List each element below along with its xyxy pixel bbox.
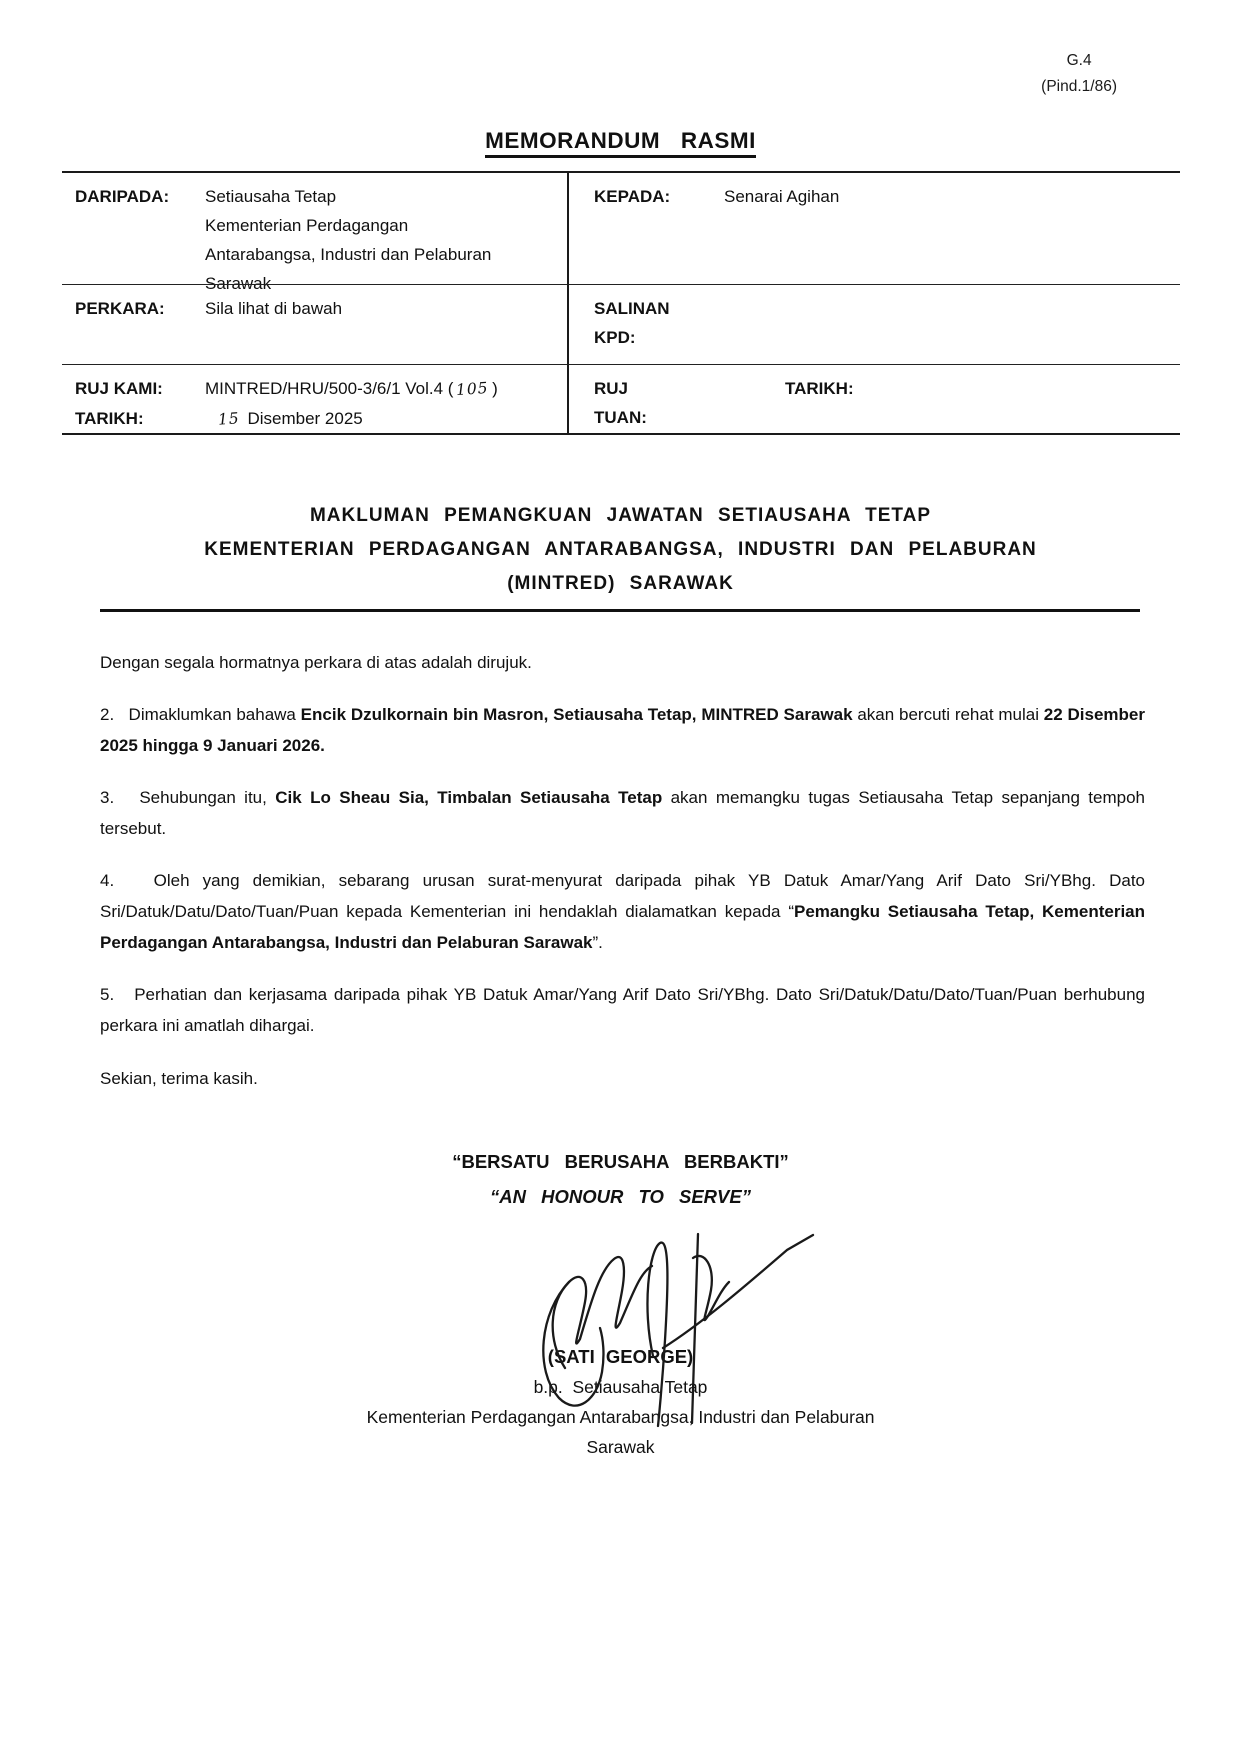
salinan-label-line1: SALINAN [594, 299, 670, 318]
subject-line-2: KEMENTERIAN PERDAGANGAN ANTARABANGSA, INDUSTRI DAN PELABURAN [204, 539, 1037, 560]
paragraph-2: 2. Dimaklumkan bahawa Encik Dzulkornain bin Masron, Setiausaha Tetap, MINTRED Sarawak akan bercuti rehat mulai 22 Disember 2025 hingga 9 Januari 2026. [100, 705, 1145, 755]
subject-line-1: MAKLUMAN PEMANGKUAN JAWATAN SETIAUSAHA TETAP [309, 505, 931, 526]
cell-salinan [567, 284, 1180, 364]
cell-perkara [62, 284, 567, 364]
ruj-tuan-label-line2: TUAN: [594, 408, 647, 427]
tarikh-kanan-label: TARIKH: [785, 379, 854, 398]
daripada-value [205, 182, 559, 298]
ruj-kami-value [205, 374, 559, 404]
daripada-line-4: Sarawak [205, 274, 272, 293]
signature-block [0, 1226, 1241, 1462]
form-code: G.4 [1066, 52, 1092, 69]
memo-header-table [62, 171, 1180, 435]
tarikh-handwritten-day: 15 [217, 409, 241, 429]
cell-ruj-tuan [567, 364, 1180, 433]
signatory-org-line: Kementerian Perdagangan Antarabangsa, Industri dan Pelaburan [366, 1407, 875, 1427]
memo-body [100, 647, 1145, 1094]
daripada-line-1: Setiausaha Tetap [205, 187, 337, 206]
form-code-block [1041, 48, 1117, 100]
ruj-kami-label: RUJ KAMI: [75, 379, 163, 398]
signatory-bp-line: b.p. Setiausaha Tetap [533, 1377, 708, 1397]
daripada-line-2: Kementerian Perdagangan [205, 216, 409, 235]
paragraph-4: 4. Oleh yang demikian, sebarang urusan surat-menyurat daripada pihak YB Datuk Amar/Yang Arif Dato Sri/YBhg. Dato Sri/Datuk/Datu/Dato/Tuan/Puan kepada Kementerian ini hendaklah dialamatkan kepada “Pemangku Setiausaha Tetap, Kementerian Perdagangan Antarabangsa, Industri dan Pelaburan Sarawak”. [100, 871, 1146, 952]
closing-line: Sekian, terima kasih. [100, 1069, 258, 1088]
ruj-tuan-label [594, 374, 785, 432]
tarikh-kiri-month-year: Disember 2025 [247, 409, 363, 428]
kepada-label: KEPADA: [594, 187, 671, 206]
motto-block [0, 1144, 1241, 1214]
signature-space [0, 1226, 1241, 1342]
cell-daripada [62, 173, 567, 293]
subject-underline-rule [100, 609, 1140, 612]
subject-heading [100, 499, 1141, 601]
tarikh-kiri-value [205, 404, 559, 434]
paragraph-3: 3. Sehubungan itu, Cik Lo Sheau Sia, Timbalan Setiausaha Tetap akan memangku tugas Setiausaha Tetap sepanjang tempoh tersebut. [100, 788, 1145, 838]
daripada-label: DARIPADA: [75, 187, 170, 206]
perkara-value: Sila lihat di bawah [205, 299, 343, 318]
signatory-org-line-2: Sarawak [586, 1437, 655, 1457]
kepada-value: Senarai Agihan [724, 187, 840, 206]
ruj-tuan-label-line1: RUJ [594, 379, 629, 398]
ruj-kami-value-suffix: ) [492, 379, 498, 398]
subject-line-3: (MINTRED) SARAWAK [507, 573, 734, 594]
motto-line-2: “AN HONOUR TO SERVE” [490, 1186, 751, 1207]
salinan-label-line2: KPD: [594, 328, 636, 347]
motto-line-1: “BERSATU BERUSAHA BERBAKTI” [452, 1151, 789, 1172]
form-revision: (Pind.1/86) [1041, 78, 1117, 95]
ruj-kami-value-prefix: MINTRED/HRU/500-3/6/1 Vol.4 ( [205, 379, 454, 398]
ruj-kami-handwritten-number: 105 [455, 378, 490, 400]
daripada-line-3: Antarabangsa, Industri dan Pelaburan [205, 245, 492, 264]
signatory-name: (SATI GEORGE) [547, 1346, 694, 1367]
paragraph-1: Dengan segala hormatnya perkara di atas adalah dirujuk. [100, 653, 532, 672]
perkara-label: PERKARA: [75, 299, 165, 318]
tarikh-kiri-label: TARIKH: [75, 409, 144, 428]
cell-kepada [567, 173, 1180, 284]
cell-ruj-kami [62, 364, 567, 433]
page-title-text: MEMORANDUM RASMI [485, 128, 756, 158]
paragraph-5: 5. Perhatian dan kerjasama daripada pihak YB Datuk Amar/Yang Arif Dato Sri/YBhg. Dato Sri/Datuk/Datu/Dato/Tuan/Puan berhubung perkara ini amatlah dihargai. [100, 985, 1145, 1035]
